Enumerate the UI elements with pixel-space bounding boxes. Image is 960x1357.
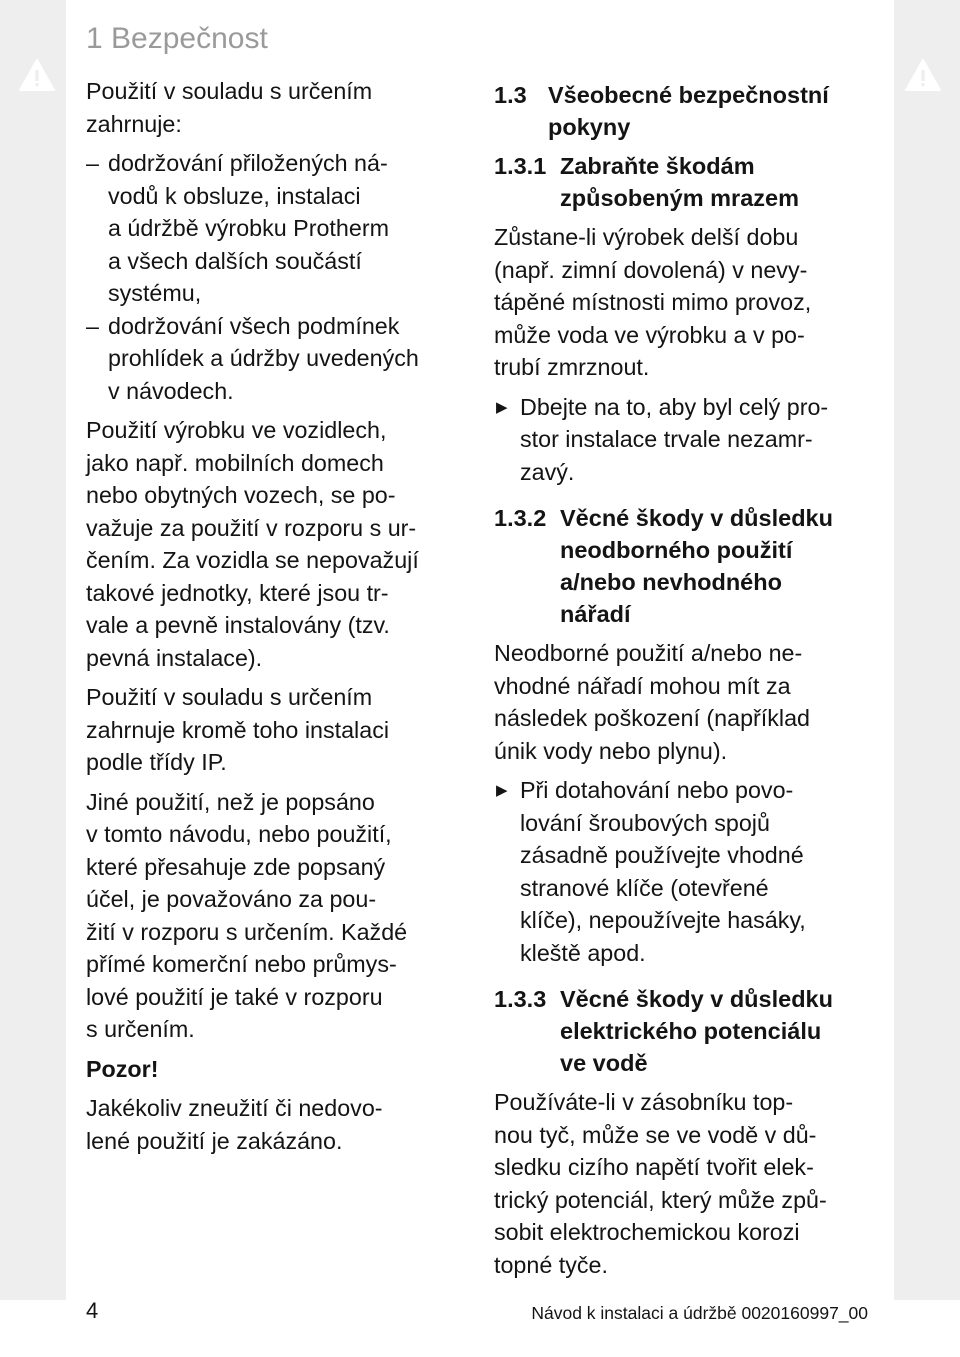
section-title: Všeobecné bezpečnostní pokyny [548, 82, 829, 140]
action-item: ▶ Dbejte na to, aby byl celý pro- stor instalace trvale nezamr- zavý. [496, 393, 829, 485]
warning-triangle-icon [18, 58, 56, 92]
warning-triangle-icon [904, 58, 942, 92]
misuse-paragraph: Jakékoliv zneužití či nedovo- lené použití je zakázáno. [86, 1095, 383, 1154]
section-number: 1.3 [494, 82, 527, 108]
document-info: Návod k instalaci a údržbě 0020160997_00 [531, 1303, 868, 1323]
intro-paragraph: Použití v souladu s určením zahrnuje: [86, 78, 373, 137]
left-margin-band [0, 0, 66, 1300]
page-number: 4 [86, 1298, 99, 1323]
tools-paragraph: Neodborné použití a/nebo ne- vhodné nářadí mohou mít za následek poškození (například únik vody nebo plynu). [494, 640, 810, 764]
list-item: – dodržování všech podmínek prohlídek a údržby uvedených v návodech. [86, 310, 476, 408]
triangle-right-icon: ▶ [496, 782, 508, 799]
subsection-number: 1.3.1 [494, 153, 547, 179]
dash-list [86, 147, 476, 407]
potential-paragraph: Používáte-li v zásobníku top- nou tyč, může se ve vodě v dů- sledku cizího napětí tvořit elek- trický potenciál, který může způ- sobit elektrochemickou korozi topné tyče. [494, 1089, 827, 1278]
subsection-heading-2 [494, 502, 886, 630]
ip-class-paragraph: Použití v souladu s určením zahrnuje kromě toho instalaci podle třídy IP. [86, 684, 390, 775]
left-column [86, 75, 476, 1164]
subsection-heading-3 [494, 983, 886, 1079]
triangle-right-icon: ▶ [496, 398, 508, 416]
action-item: ▶ Při dotahování nebo povo- lování šroubových spojů zásadně používejte vhodné stranové klíče (otevřené klíče), nepoužívejte hasáky, kleště apod. [496, 777, 806, 966]
right-margin-band [894, 0, 960, 1300]
section-heading [494, 79, 886, 143]
subsection-title: Zabraňte škodám způsobeným mrazem [560, 153, 799, 211]
subsection-number: 1.3.2 [494, 505, 547, 531]
other-use-paragraph: Jiné použití, než je popsáno v tomto návodu, nebo použití, které přesahuje zde popsaný účel, je považováno za pou- žití v rozporu s určením. Každé přímé komerční nebo průmys- lové použití je také v rozporu s určením. [86, 788, 408, 1042]
list-item: – dodržování přiložených ná- vodů k obsluze, instalaci a údržbě výrobku Protherm a všech dalších součástí systému, [86, 147, 476, 310]
dash-bullet: – [86, 150, 99, 176]
chapter-title: 1 Bezpečnost [86, 22, 268, 55]
dash-bullet: – [86, 312, 99, 339]
subsection-title: Věcné škody v důsledku neodborného použití a/nebo nevhodného nářadí [560, 505, 833, 627]
frost-paragraph: Zůstane-li výrobek delší dobu (např. zimní dovolená) v nevy- tápěné místnosti mimo provoz, může voda ve výrobku a v po- trubí zmrznout. [494, 224, 812, 380]
subsection-heading-1 [494, 150, 886, 214]
subsection-number: 1.3.3 [494, 986, 547, 1012]
right-column [494, 75, 886, 1288]
vehicles-paragraph: Použití výrobku ve vozidlech, jako např. mobilních domech nebo obytných vozech, se po- važuje za použití v rozporu s ur- čením. Za vozidla se nepovažují takové jednotky, které jsou tr- vale a pevně instalovány (tzv. pevná instalace). [86, 417, 419, 671]
subsection-title: Věcné škody v důsledku elektrického potenciálu ve vodě [560, 986, 833, 1076]
caution-label: Pozor! [86, 1055, 159, 1082]
